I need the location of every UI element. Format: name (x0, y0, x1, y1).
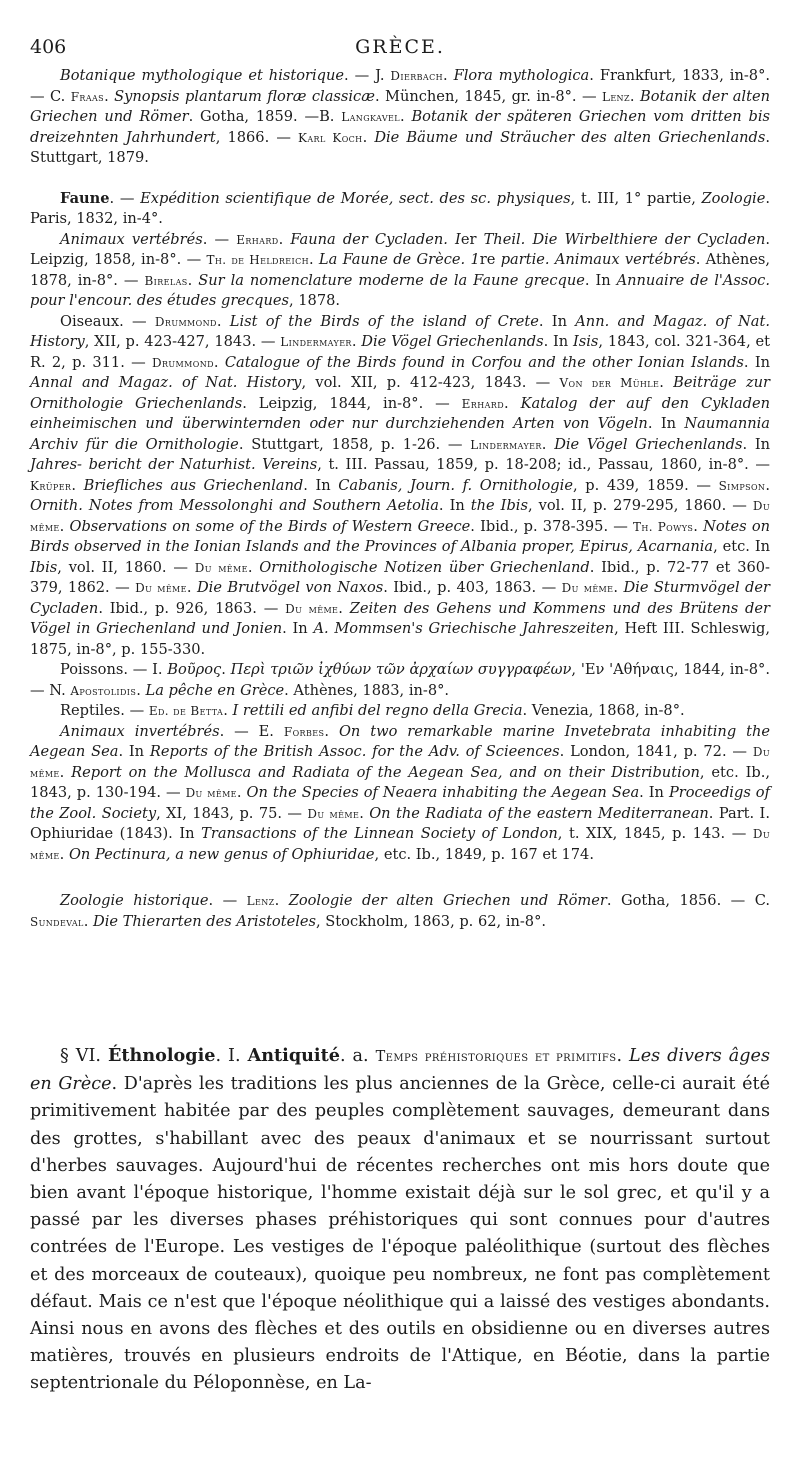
author-name: Th. Powys (633, 519, 694, 534)
author-name: Du même (135, 581, 187, 595)
text-run: . — E. (219, 722, 284, 740)
text-run: . (541, 435, 555, 453)
text-run: , t. III, 1° partie, (570, 189, 702, 207)
text-run: . Frankfurt, 1833, in-8°. — C. (30, 67, 771, 105)
author-name: Du même (30, 827, 770, 862)
text-run: . München, 1845, gr. in-8°. — (374, 87, 602, 105)
text-run: , 1866. — (215, 128, 299, 146)
text-run: . (693, 517, 704, 535)
text-run: . Gotha, 1859. —B. (188, 108, 342, 125)
text-run: . In (639, 784, 669, 801)
italic-run: Annal and Magaz. of Nat. History (30, 374, 302, 391)
running-head: GRÈCE. (355, 36, 445, 58)
text-run: . (59, 763, 72, 781)
author-name: Simpson (718, 478, 766, 493)
italic-run: Zoologie der alten Griechen und Römer (288, 892, 607, 909)
author-name: Lenz (246, 894, 275, 908)
text-run: , t. III. Passau, 1859, p. 18-208; id., Passau, 1860, in-8°. — (317, 456, 771, 473)
ethnologie-section (30, 1042, 770, 1398)
text-run: . (616, 1046, 630, 1066)
text-run: . (351, 333, 362, 350)
text-run: , XI, 1843, p. 75. — (156, 804, 308, 822)
italic-run: Περὶ τριῶν ἰχθύων τῶν ἀρχαίων συγγραφέων (230, 661, 572, 678)
text-run: , etc. Ib., 1843, p. 130-194. — (30, 763, 770, 801)
italic-run: Sur la nomenclature moderne de la Faune grecque (198, 271, 585, 289)
italic-run: Report on the Mollusca and Radiata of the Aegean Sea, and on their Distribution (71, 763, 700, 781)
author-name: Th. de Heldreich (206, 253, 309, 267)
text-run: Reptiles. — (60, 702, 149, 719)
italic-run: Ornithologische Notizen über Griechenland (259, 558, 590, 576)
botanique-section (30, 66, 770, 169)
text-run: . (236, 784, 247, 801)
text-run: . (629, 87, 640, 105)
author-name: Lindermayer (280, 335, 352, 349)
paragraph (30, 312, 770, 661)
text-run: . (83, 912, 94, 930)
section-gap (30, 865, 770, 891)
text-run: , p. 439, 1859. — (572, 476, 719, 494)
text-run: er (460, 230, 484, 248)
text-run: . a. (339, 1046, 376, 1066)
text-run: . Ibid., p. 378-395. — (470, 517, 633, 535)
italic-run: On the Radiata of the eastern Mediterranean (369, 804, 709, 822)
italic-run: Isis (573, 333, 599, 350)
italic-run: Flora mythologica (453, 67, 590, 84)
paragraph (30, 66, 770, 169)
bold-heading: Antiquité (247, 1045, 340, 1066)
italic-run: the Ibis (470, 497, 528, 514)
text-run: . Ibid., p. 403, 1863. — (383, 579, 562, 596)
italic-run: Animaux vertébrés (60, 230, 203, 248)
page-number: 406 (30, 36, 67, 58)
author-name: Krüper (30, 478, 72, 493)
text-run: , vol. II, p. 279-295, 1860. — (527, 497, 753, 514)
text-run: . — (202, 230, 237, 248)
text-run: . I. (215, 1046, 248, 1066)
paragraph (30, 230, 770, 312)
text-run: , etc. In (713, 538, 771, 555)
text-run: . Athènes, 1883, in-8°. (284, 681, 450, 699)
text-run: . (213, 353, 225, 371)
text-run: . Venezia, 1868, in-8°. (522, 702, 685, 719)
text-run: , etc. Ib., 1849, p. 167 et 174. (374, 845, 594, 863)
text-run: Oiseaux. — (60, 312, 155, 330)
text-run: . In (584, 271, 617, 289)
text-run: . Ibid., p. 926, 1863. — (98, 599, 286, 617)
italic-run: Die Bäume und Sträucher des alten Griechenlands (374, 128, 766, 146)
italic-run: Die Brutvögel von Naxos (196, 579, 384, 596)
text-run: . In (282, 620, 314, 637)
text-run: . — (208, 892, 247, 909)
author-name: Erhard (236, 232, 279, 247)
italic-run: Catalogue of the Birds found in Corfou and the other Ionian Islands (224, 353, 744, 371)
bold-heading: Éthnologie (108, 1045, 216, 1066)
italic-run: Botanik der alten Griechen und Römer (30, 87, 770, 125)
italic-run: On the Species of Neaera inhabiting the Aegean Sea (246, 784, 640, 801)
author-name: Dierbach (390, 69, 443, 83)
text-run: . (247, 558, 260, 576)
text-run: . Gotha, 1856. — C. (606, 892, 771, 909)
paragraph (30, 189, 770, 230)
italic-run: Notes on Birds observed in the Ionian Islands and the Provinces of Albania proper, Epirus, Acarnania (30, 517, 771, 555)
text-run: . (187, 271, 199, 289)
text-run: , 'Εν 'Αθήναις, 1844, in-8°. — N. (30, 661, 770, 699)
text-run: . In (118, 743, 150, 760)
text-run: . Athènes, 1878, in-8°. — (30, 251, 771, 289)
text-run: . (765, 476, 770, 494)
italic-run: Zoologie (701, 189, 766, 207)
author-name: Birelas (144, 273, 188, 288)
italic-run: Botanique mythologique et historique (60, 67, 345, 84)
paragraph (30, 701, 770, 722)
author-name: Apostolidis (70, 683, 137, 698)
text-run: , vol. II, 1860. — (57, 558, 195, 576)
italic-run: List of the Birds of the island of Crete (229, 312, 539, 330)
italic-run: Synopsis plantarum floræ classicæ (114, 87, 375, 105)
author-name: Du même (307, 806, 360, 821)
author-name: Karl Koch (298, 130, 363, 145)
author-name: Forbes (283, 724, 325, 739)
zoologie-historique-section (30, 891, 770, 932)
italic-run: La Faune de Grèce. 1 (318, 251, 480, 268)
text-run: . Part. I. Ophiuridae (1843). In (30, 804, 770, 842)
italic-run: Die Sturmvögel der Cycladen (30, 579, 770, 617)
italic-run: Zoologie historique (60, 892, 209, 909)
text-run: , 1843, col. 321-364, et R. 2, p. 311. — (30, 333, 771, 371)
italic-run: On Pectinura, a new genus of Ophiuridae (68, 845, 375, 863)
paragraph (30, 1042, 770, 1398)
italic-run: Die Thierarten des Aristoteles (93, 912, 317, 930)
text-run: . (59, 845, 69, 863)
text-run: . (659, 374, 674, 391)
text-run: . Leipzig, 1844, in-8°. — (242, 394, 462, 412)
author-name: Von der Mühle (559, 376, 660, 390)
text-run: . (338, 599, 350, 617)
italic-run: Die Vögel Griechenlands (554, 435, 743, 453)
text-run: . (71, 476, 84, 494)
author-name: Sundeval (30, 914, 84, 929)
text-run: Poissons. — I. (60, 661, 168, 678)
author-name: Du même (561, 581, 614, 595)
author-name: Temps préhistoriques et primitifs (375, 1049, 617, 1065)
italic-run: Ibis (30, 558, 58, 576)
text-run: . (443, 67, 454, 84)
author-name: Erhard (461, 396, 505, 411)
author-name: Du même (194, 560, 248, 575)
author-name: Du même (30, 499, 770, 534)
author-name: Du même (285, 601, 339, 616)
text-run: . (216, 312, 230, 330)
text-run: . Paris, 1832, in-4°. (30, 189, 770, 227)
bibliography-block (30, 66, 770, 932)
text-run: , Stockholm, 1863, p. 62, in-8°. (316, 912, 547, 930)
text-run: . (359, 804, 370, 822)
italic-run: Botanik der späteren Griechen vom dritten bis dreizehnten Jahrhundert (30, 108, 771, 146)
text-run: . (504, 394, 521, 412)
text-run: . Leipzig, 1858, in-8°. — (30, 230, 770, 268)
italic-run: Katalog der auf den Cykladen einheimischen und überwinternden oder nur durchziehenden Arten von Vögeln (30, 394, 770, 432)
italic-run: A. Mommsen's Griechische Jahreszeiten (313, 620, 615, 637)
italic-run: Βοῦρος (167, 661, 222, 678)
text-run: , XII, p. 423-427, 1843. — (84, 333, 281, 350)
paragraph (30, 722, 770, 866)
text-run: . (136, 681, 146, 699)
author-name: Drummond (154, 314, 217, 329)
paragraph (30, 891, 770, 932)
text-run: . London, 1841, p. 72. — (559, 743, 753, 760)
section-gap (30, 169, 770, 189)
text-run: . Stuttgart, 1858, p. 1-26. — (238, 435, 471, 453)
author-name: Lenz (601, 89, 630, 104)
text-run: , Heft III. Schleswig, 1875, in-8°, p. 155-330. (30, 620, 770, 658)
text-run: . Stuttgart, 1879. (30, 128, 771, 166)
text-run: . (59, 517, 70, 535)
text-run: . In (538, 312, 576, 330)
text-run: . Ibid., p. 72-77 et 360-379, 1862. — (30, 558, 770, 596)
italic-run: Theil. Die Wirbelthiere der Cycladen (483, 230, 766, 248)
italic-run: Fauna der Cycladen. I (290, 230, 461, 248)
text-run: . (186, 579, 197, 596)
italic-run: Ann. and Magaz. of Nat. History (30, 312, 770, 350)
italic-run: Transactions of the Linnean Society of London (201, 825, 558, 842)
author-name: Ed. de Betta (148, 704, 224, 718)
italic-run: La pêche en Grèce (145, 681, 285, 699)
text-run: . In (438, 497, 471, 514)
text-run: . (399, 108, 412, 125)
italic-run: Animaux invertébrés (60, 722, 220, 740)
text-run: . — (109, 189, 141, 207)
text-run: . (278, 230, 291, 248)
text-run: . (613, 579, 624, 596)
text-run: . In (303, 476, 339, 494)
italic-run: Cabanis, Journ. f. Ornithologie (338, 476, 573, 494)
italic-run: On two remarkable marine Invetebrata inhabiting the Aegean Sea (30, 722, 770, 760)
italic-run: Naumannia Archiv für die Ornithologie (30, 415, 770, 453)
text-run: re (479, 251, 501, 268)
italic-run: Jahres- bericht der Naturhist. Vereins (30, 456, 318, 473)
text-run: . In (743, 353, 770, 371)
italic-run: Annuaire de l'Assoc. pour l'encour. des études grecques (30, 271, 770, 309)
text-run: § VI. (60, 1046, 109, 1066)
text-run: . — J. (344, 67, 391, 84)
text-run: . (223, 702, 233, 719)
text-run: . (308, 251, 319, 268)
paragraph (30, 660, 770, 701)
page-header (30, 36, 770, 58)
text-run: . In (647, 415, 685, 432)
italic-run: Expédition scientifique de Morée, sect. des sc. physiques (140, 189, 571, 207)
italic-run: partie. Animaux vertébrés (500, 251, 696, 268)
author-name: Du même (185, 786, 237, 800)
text-run: . (104, 87, 115, 105)
text-run: , vol. XII, p. 412-423, 1843. — (301, 374, 560, 391)
main-text (30, 1042, 770, 1398)
italic-run: Zeiten des Gehens und Kommens und des Brütens der Vögel in Griechenland und Jonien (30, 599, 770, 637)
text-run: . In (543, 333, 573, 350)
faune-section (30, 189, 770, 866)
italic-run: Les divers âges en Grèce (30, 1046, 770, 1095)
italic-run: Beiträge zur Ornithologie Griechenlands (30, 374, 771, 412)
author-name: Lindermayer (470, 437, 542, 452)
italic-run: Die Vögel Griechenlands (361, 333, 544, 350)
author-name: Langkavel (341, 110, 400, 124)
text-run: . D'après les traditions les plus anciennes de la Grèce, celle-ci aurait été primitivement habitée par des peuples complètement sauvages, demeurant dans des grottes, s'habillant avec des peaux d'animaux et se nourrissant surtout d'herbes sauvages. Aujourd'hui de récentes recherches ont mis hors doute que bien avant l'époque historique, l'homme existait déjà sur le sol grec, et qu'il y a passé par les diverses phases préhistoriques qui sont connues pour d'autres contrées de l'Europe. Les vestiges de l'époque paléolithique (surtout des flèches et des morceaux de couteaux), quoique peu nombreux, ne font pas complètement défaut. Mais ce n'est que l'époque néolithique qui a laissé des vestiges abondants. Ainsi nous en avons des flèches et des outils en obsidienne ou en diverses autres matières, trouvés en plusieurs endroits de l'Attique, en Béotie, dans la partie septentrionale du Péloponnèse, en La- (30, 1074, 770, 1394)
text-run: , t. XIX, 1845, p. 143. — (557, 825, 753, 842)
text-run: . In (742, 435, 771, 453)
text-run: . (324, 722, 339, 740)
italic-run: Proceedigs of the Zool. Society (30, 784, 770, 822)
bold-heading: Faune (60, 189, 110, 207)
italic-run: Briefliches aus Griechenland (83, 476, 304, 494)
text-run: , 1878. (288, 292, 341, 309)
author-name: Du même (30, 745, 771, 780)
italic-run: Observations on some of the Birds of Western Greece (69, 517, 471, 535)
italic-run: I rettili ed anfibi del regno della Grecia (232, 702, 523, 719)
text-run: . (221, 661, 231, 678)
italic-run: Ornith. Notes from Messolonghi and Southern Aetolia (30, 497, 439, 514)
text-run: . (362, 128, 375, 146)
text-run: . (274, 892, 289, 909)
author-name: Drummond (152, 355, 214, 370)
author-name: Fraas (70, 89, 105, 104)
italic-run: Reports of the British Assoc. for the Adv. of Scieences (149, 743, 560, 760)
